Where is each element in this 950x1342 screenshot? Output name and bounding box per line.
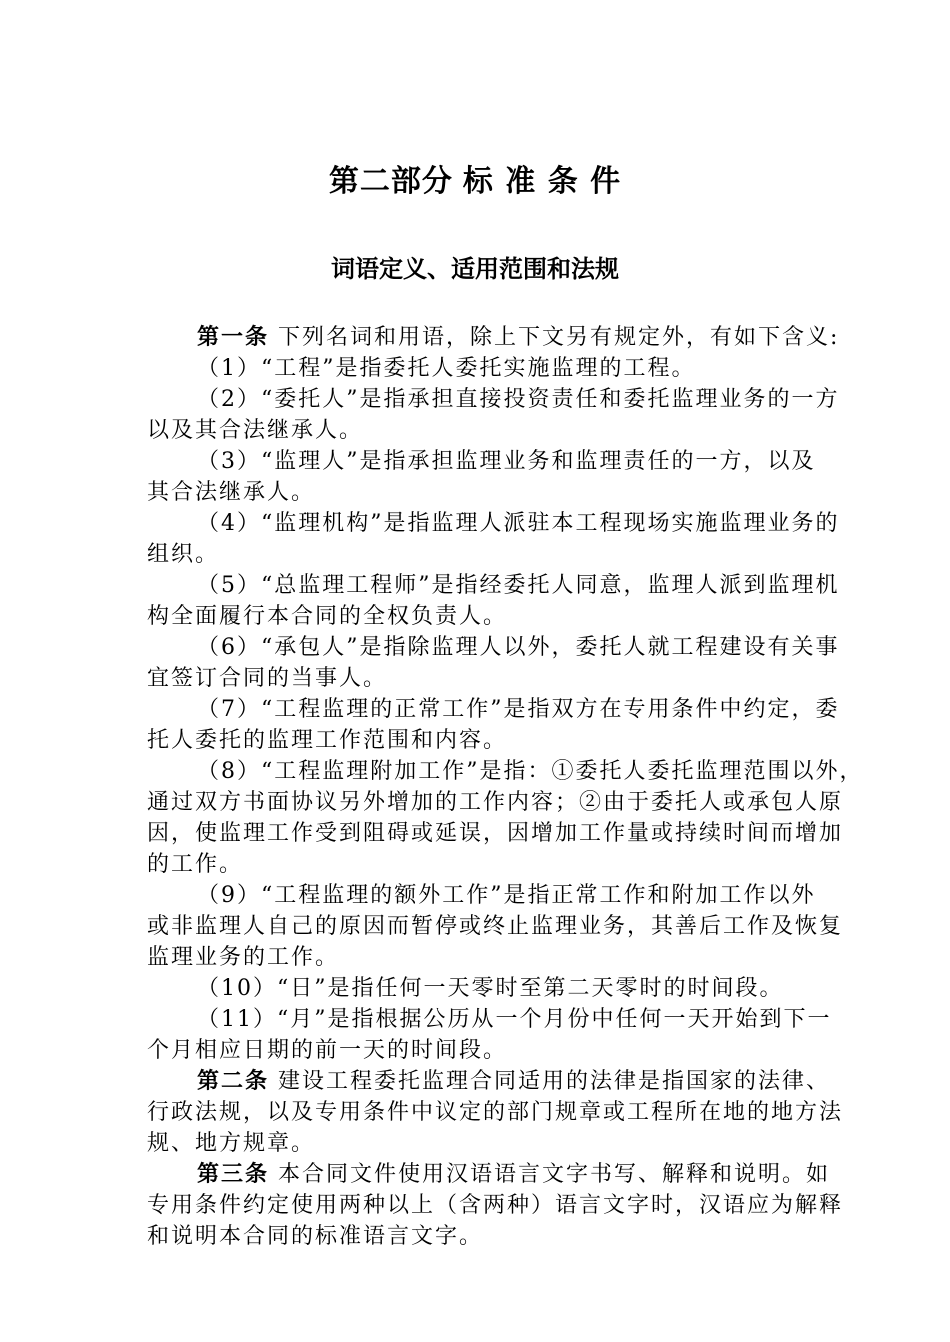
article-2-line: 行政法规，以及专用条件中议定的部门规章或工程所在地的地方法 (147, 1100, 844, 1125)
article-3-text: 本合同文件使用汉语语言文字书写、解释和说明。如 (269, 1162, 831, 1187)
article-1-line: （3）“监理人”是指承担监理业务和监理责任的一方，以及 (197, 449, 816, 474)
article-1-line: 其合法继承人。 (147, 480, 316, 505)
article-1-line: 因，使监理工作受到阻碍或延误，因增加工作量或持续时间而增加 (147, 821, 844, 846)
article-1-line: 宜签订合同的当事人。 (147, 666, 388, 691)
article-1-line: （8）“工程监理附加工作”是指：①委托人委托监理范围以外， (197, 759, 864, 784)
article-1-line: （6）“承包人”是指除监理人以外，委托人就工程建设有关事 (197, 635, 840, 660)
article-1-intro-line (147, 322, 927, 353)
article-1-line: 个月相应日期的前一天的时间段。 (147, 1038, 508, 1063)
article-2-text: 建设工程委托监理合同适用的法律是指国家的法律、 (269, 1069, 831, 1094)
article-2-line: 规、地方规章。 (147, 1131, 316, 1156)
title-part: 第二部分 (328, 164, 453, 199)
article-1-line: 以及其合法继承人。 (147, 418, 364, 443)
article-1-line: （1）“工程”是指委托人委托实施监理的工程。 (197, 356, 696, 381)
article-1-line: 托人委托的监理工作范围和内容。 (147, 728, 508, 753)
title-name: 标 准 条 件 (462, 164, 622, 199)
article-1-intro: 下列名词和用语，除上下文另有规定外，有如下含义: (269, 325, 840, 350)
article-3-heading: 第三条 (197, 1161, 270, 1187)
document-body (147, 322, 927, 1252)
article-1-line: （5）“总监理工程师”是指经委托人同意，监理人派到监理机 (197, 573, 840, 598)
article-1-line: （9）“工程监理的额外工作”是指正常工作和附加工作以外 (197, 883, 816, 908)
article-1-line: 通过双方书面协议另外增加的工作内容；②由于委托人或承包人原 (147, 790, 844, 815)
article-2-heading: 第二条 (197, 1068, 270, 1094)
page-title (0, 160, 950, 204)
article-2-first-line (147, 1066, 927, 1097)
article-1-heading: 第一条 (197, 324, 270, 350)
article-1-line: （10）“日”是指任何一天零时至第二天零时的时间段。 (197, 976, 784, 1001)
article-3-line: 和说明本合同的标准语言文字。 (147, 1224, 484, 1249)
article-1-line: 的工作。 (147, 852, 244, 877)
article-1-line: （2）“委托人”是指承担直接投资责任和委托监理业务的一方 (197, 387, 840, 412)
article-1-line: 构全面履行本合同的全权负责人。 (147, 604, 508, 629)
article-1-line: （7）“工程监理的正常工作”是指双方在专用条件中约定，委 (197, 697, 840, 722)
article-1-line: 组织。 (147, 542, 220, 567)
section-subtitle: 词语定义、适用范围和法规 (331, 254, 619, 283)
article-3-line: 专用条件约定使用两种以上（含两种）语言文字时，汉语应为解释 (147, 1193, 844, 1218)
article-3-first-line (147, 1159, 927, 1190)
article-1-line: （4）“监理机构”是指监理人派驻本工程现场实施监理业务的 (197, 511, 840, 536)
article-1-line: （11）“月”是指根据公历从一个月份中任何一天开始到下一 (197, 1007, 832, 1032)
article-1-line: 监理业务的工作。 (147, 945, 340, 970)
article-1-line: 或非监理人自己的原因而暂停或终止监理业务，其善后工作及恢复 (147, 914, 844, 939)
